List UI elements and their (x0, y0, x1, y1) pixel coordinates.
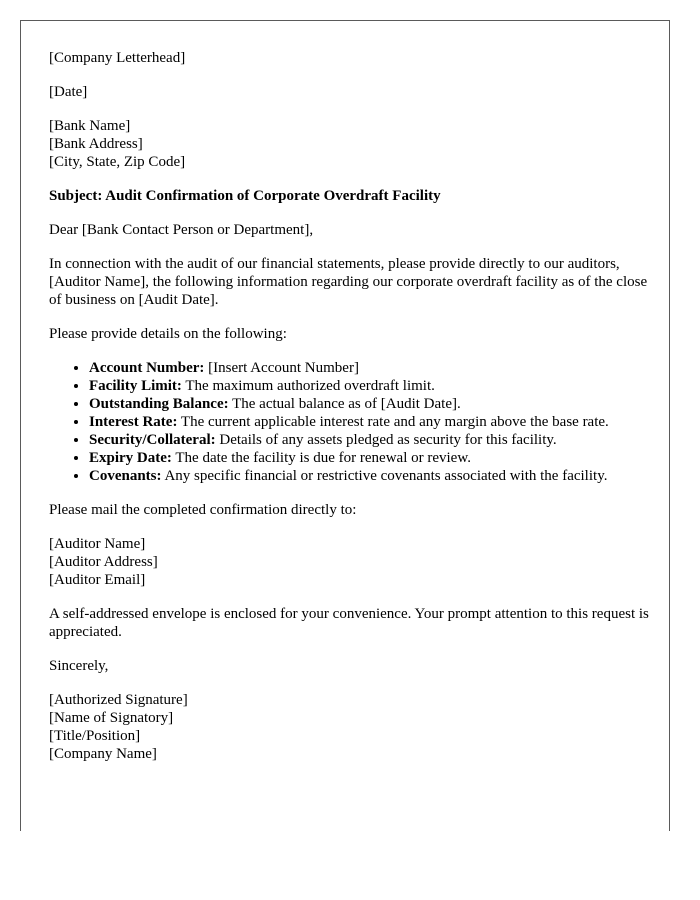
detail-item-outstanding-balance (89, 395, 649, 413)
salutation: Dear [Bank Contact Person or Department], (49, 222, 314, 238)
intro-paragraph: In connection with the audit of our financial statements, please provide directly to our auditors, [Auditor Name], the following information regarding our corporate overdraft facility as of the close of business on [Audit Date]. (49, 256, 648, 308)
mail-instruction: Please mail the completed confirmation directly to: (49, 502, 357, 518)
detail-label: Outstanding Balance: (89, 396, 229, 412)
detail-text: Details of any assets pledged as security for this facility. (215, 432, 557, 448)
detail-item-covenants (89, 467, 649, 485)
detail-text: The current applicable interest rate and any margin above the base rate. (177, 414, 609, 430)
bank-city-state-zip: [City, State, Zip Code] (49, 154, 186, 170)
detail-text: Any specific financial or restrictive covenants associated with the facility. (161, 468, 608, 484)
authorized-signature: [Authorized Signature] (49, 692, 188, 708)
detail-text: The actual balance as of [Audit Date]. (228, 396, 461, 412)
sign-off: Sincerely, (49, 658, 109, 674)
signatory-company: [Company Name] (49, 746, 157, 762)
detail-label: Expiry Date: (89, 450, 172, 466)
detail-text: The date the facility is due for renewal or review. (171, 450, 471, 466)
detail-item-expiry-date (89, 449, 649, 467)
subject-line: Subject: Audit Confirmation of Corporate Overdraft Facility (49, 188, 441, 204)
letter-page (20, 20, 670, 831)
auditor-address (49, 535, 649, 589)
bank-name: [Bank Name] (49, 118, 131, 134)
details-list (49, 359, 649, 485)
bank-address: [Bank Address] (49, 136, 143, 152)
detail-label: Covenants: (89, 468, 162, 484)
auditor-name: [Auditor Name] (49, 536, 146, 552)
auditor-email: [Auditor Email] (49, 572, 146, 588)
detail-label: Interest Rate: (89, 414, 178, 430)
detail-label: Account Number: (89, 360, 205, 376)
detail-item-interest-rate (89, 413, 649, 431)
detail-item-security-collateral (89, 431, 649, 449)
recipient-address (49, 117, 649, 171)
details-intro: Please provide details on the following: (49, 326, 287, 342)
detail-text: [Insert Account Number] (204, 360, 359, 376)
detail-label: Security/Collateral: (89, 432, 216, 448)
closing-note: A self-addressed envelope is enclosed for your convenience. Your prompt attention to this request is appreciated. (49, 606, 649, 640)
detail-item-facility-limit (89, 377, 649, 395)
auditor-address-line: [Auditor Address] (49, 554, 158, 570)
detail-label: Facility Limit: (89, 378, 182, 394)
detail-text: The maximum authorized overdraft limit. (181, 378, 435, 394)
detail-item-account-number (89, 359, 649, 377)
signatory-title: [Title/Position] (49, 728, 141, 744)
signature-block (49, 691, 649, 763)
letter-date: [Date] (49, 84, 88, 100)
company-letterhead: [Company Letterhead] (49, 50, 186, 66)
signatory-name: [Name of Signatory] (49, 710, 174, 726)
